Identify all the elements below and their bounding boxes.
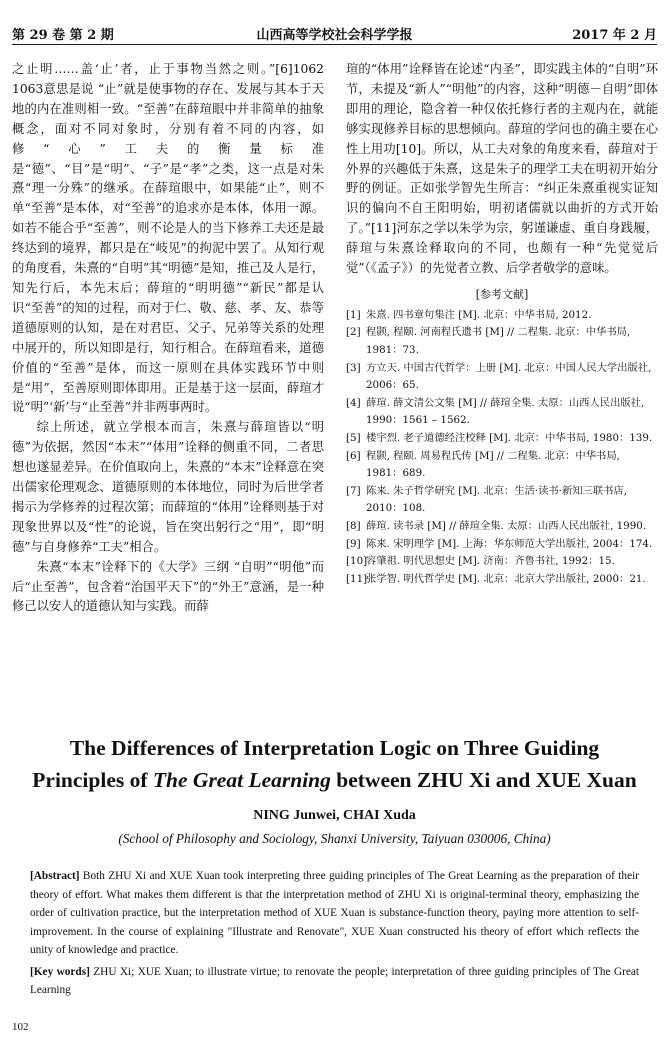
right-column	[346, 60, 658, 588]
keywords-label: [Key words]	[30, 965, 90, 978]
reference-item: [6] 程颢, 程颐. 周易程氏传 [M] // 二程集. 北京：中华书局, 1981：689.	[346, 449, 620, 480]
body-paragraph-2: 综上所述，就立学根本而言，朱熹与薛瑄皆以“明德”为依据，然因“本末”“体用”诠释的侧重不同，二者思想也遂显差异。在价值取向上，朱熹的“本末”诠释意在突出儒家伦理观念、道德原则的本体地位，同时为后世学者揭示为学修养的过程次第；而薛瑄的“体用”诠释则基于对现象世界以及“性”的论说，旨在突出躬行之“用”，即“明德”与自身修养“工夫”相合。	[12, 420, 324, 554]
keywords-text: ZHU Xi; XUE Xuan; to illustrate virtue; to renovate the people; interpretation of three guiding principles of The Great Learning	[30, 965, 639, 996]
reference-item: [8] 薛瑄. 读书录 [M] // 薛瑄全集. 太原：山西人民出版社, 1990.	[346, 520, 647, 532]
english-title	[0, 732, 669, 796]
reference-item: [10] 容肇祖. 明代思想史 [M]. 济南：齐鲁书社, 1992：15.	[346, 555, 615, 568]
body-paragraph-3: 朱熹“本末”诠释下的《大学》三纲 “自明”“明他”而后“止至善”，包含着“治国平天下”的“外王”意涵，是一种修己以安人的道德认知与实践。而薛	[12, 559, 324, 614]
reference-item: [11] 张学智. 明代哲学史 [M]. 北京：北京大学出版社, 2000：21.	[346, 572, 646, 585]
references-heading: [参考文献]	[475, 287, 529, 301]
abstract-text: Both ZHU Xi and XUE Xuan took interpreting three guiding principles of The Great Learning as the preparation of their theory of effort. What makes them different is that the interpretation method of ZHU Xi is original-terminal theory, emphasizing the order of cultivation practice, but the interpretation method of XUE Xuan is substance-function theory, paying more attention to self-improvement. In the course of explaining "Illustrate and Renovate", XUE Xuan constructed his theory of effort which reflects the unity of knowledge and practice.	[30, 870, 639, 956]
body-paragraph-4: 瑄的“体用”诠释皆在论述“内圣”，即实践主体的“自明”环节，未提及“新人”“明他”的内容，这种“明德－自明”即体即用的理论，隐含着一种仅依托修行者的主观内在，就能够实现修养目标的思想倾向。薛瑄的学问也的确主要在心性上用功[10]。所以，从工夫对象的角度来看，薛瑄对于外界的兴趣低于朱熹，这是朱子的理学工夫在明初开始分野的例证。正如张学智先生所言：“纠正朱熹重视实证知识的偏向不自王阳明始，明初诸儒就以曲折的方式开始了。”[11]河东之学以朱学为宗，躬谨谦虚、重自身践履，薛瑄与朱熹诠释取向的不同，也颇有一种“先觉觉后觉”（《孟子》）的先觉者立教、后学者敬学的意味。	[346, 62, 658, 276]
reference-item: [1] 朱熹. 四书章句集注 [M]. 北京：中华书局, 2012.	[346, 308, 592, 321]
reference-item: [7] 陈来. 朱子哲学研究 [M]. 北京：生活·读书·新知三联书店, 2010：108.	[346, 484, 627, 515]
reference-item: [9] 陈来. 宋明理学 [M]. 上海：华东师范大学出版社, 2004：174.	[346, 537, 653, 550]
body-paragraph-1: 之止明……盖‘止’者，止于事物当然之则。”[6]1062 1063意思是说 “止”就是使事物的存在、发展与其本于天地的内在准则相一致。“至善”在薛瑄眼中并非简单的抽象概念，面对不同对象时，分别有着不同的内容，如修“心”工夫的衡量标准是“德”、“目”是“明”、“子”是“孝”之类，这一点是对朱熹“理一分殊”的继承。在薛瑄眼中，如果能“止”，则不单“至善”是本体，对“至善”的追求亦是本体，体用一源。如若不能合乎“至善”，则不论是人的当下修养工夫还是最终达到的境界，都只是在“岐见”的拘泥中罢了。从知行观的角度看，朱熹的“自明”其“明德”是知，推己及人是行，知先行后，本先末后；薛瑄的“明明德”“新民”都是认识“至善”的知的过程，而对于仁、敬、慈、孝、友、恭等道德原则的认知，是在对君臣、父子、兄弟等关系的处理中展开的，所以知即是行，知行相合。在薛瑄看来，道德价值的“至善”是体，而这一原则在具体实践环节中则是“用”，至善原则即体即用。正是基于这一层面，薛瑄才说“明”‘新’与“止至善”并非两事两时。	[12, 62, 324, 415]
reference-item: [3] 方立天. 中国古代哲学：上册 [M]. 北京：中国人民大学出版社, 2006：65.	[346, 361, 652, 392]
left-column	[12, 60, 324, 617]
running-header	[12, 22, 657, 45]
english-title-line-2: Principles of The Great Learning between ZHU Xi and XUE Xuan	[32, 768, 637, 792]
reference-item: [4] 薛瑄. 薛文清公文集 [M] // 薛瑄全集. 太原：山西人民出版社, 1990：1561 – 1562.	[346, 396, 645, 427]
english-abstract-block	[30, 867, 639, 1000]
journal-name: 山西高等学校社会科学学报	[256, 28, 413, 43]
english-authors: NING Junwei, CHAI Xuda	[253, 808, 416, 823]
issue-date: 2017 年 2 月	[572, 28, 657, 43]
keywords-paragraph	[30, 963, 639, 1000]
english-affiliation: (School of Philosophy and Sociology, Shanxi University, Taiyuan 030006, China)	[118, 831, 551, 846]
reference-item: [5] 楼宇烈. 老子道德经注校释 [M]. 北京：中华书局, 1980：139.	[346, 432, 653, 445]
volume-issue: 第 29 卷 第 2 期	[12, 28, 114, 43]
references-list	[346, 307, 658, 589]
page-number: 102	[12, 1021, 29, 1033]
english-title-line-1: The Differences of Interpretation Logic on Three Guiding	[69, 736, 600, 760]
abstract-paragraph	[30, 867, 639, 960]
abstract-label: [Abstract]	[30, 870, 80, 882]
reference-item: [2] 程颢, 程颐. 河南程氏遗书 [M] // 二程集. 北京：中华书局, 1981：73.	[346, 326, 631, 357]
